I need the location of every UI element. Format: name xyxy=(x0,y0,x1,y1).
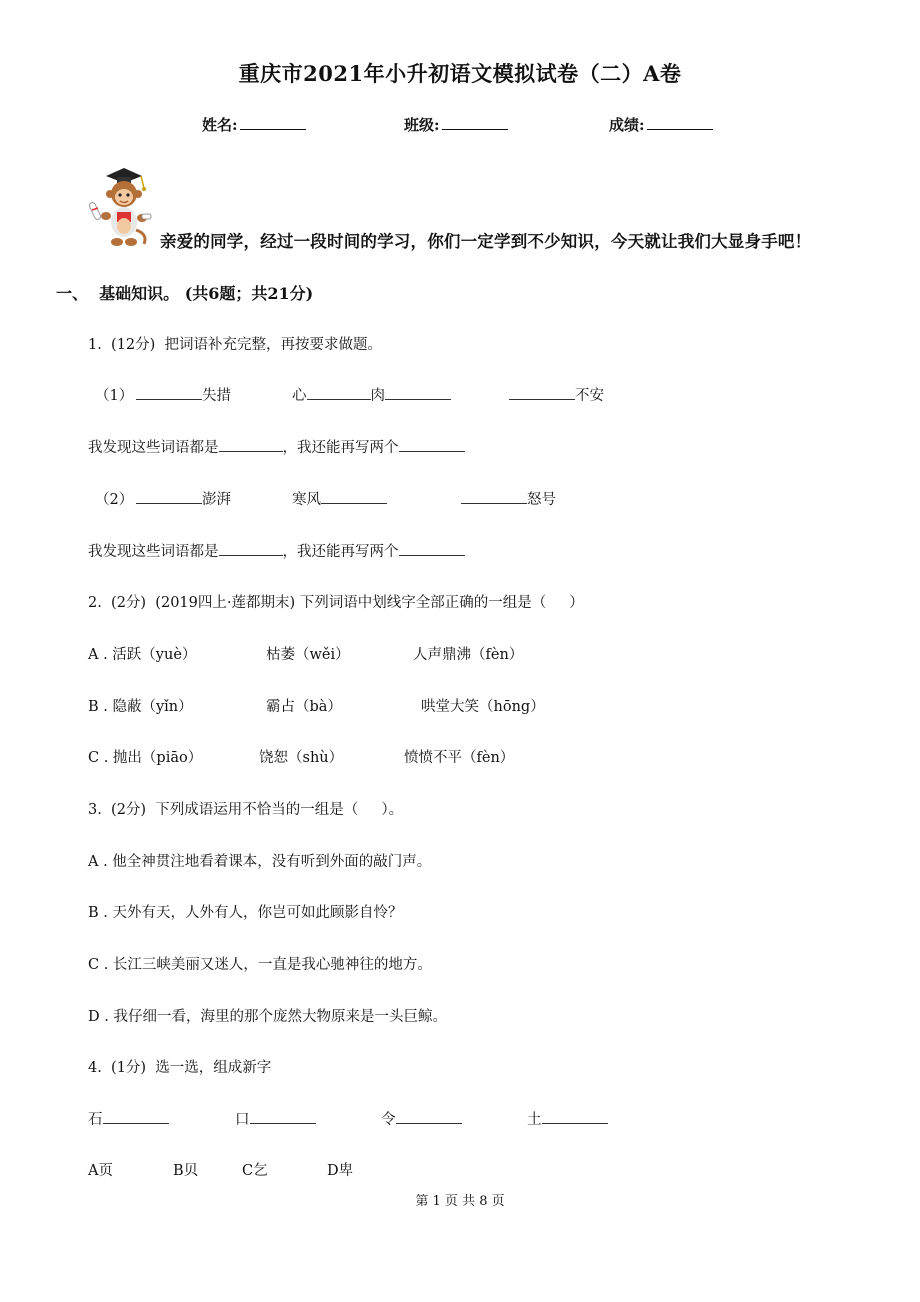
q1-stem: 1. (12分) 把词语补充完整，再按要求做题。 xyxy=(88,337,383,353)
score-label: 成绩: xyxy=(609,116,645,134)
q1-find2: 我发现这些词语都是 ，我还能再写两个 xyxy=(88,540,465,561)
q2-option-c[interactable]: C . 抛出（piāo） xyxy=(88,750,203,766)
class-label: 班级: xyxy=(404,116,440,134)
blank[interactable] xyxy=(385,385,451,400)
q2-option-b-word2: 霸占（bà） xyxy=(266,699,342,715)
q2-option-a-word2: 枯萎（wěi） xyxy=(266,647,350,663)
class-blank[interactable] xyxy=(442,115,508,130)
q4-option-d[interactable]: D卑 xyxy=(327,1163,354,1179)
q1-part1-word1: 失措 xyxy=(136,384,231,405)
q1-part2-word3: 怒号 xyxy=(461,488,556,509)
blank[interactable] xyxy=(219,437,283,452)
name-label: 姓名: xyxy=(202,116,238,134)
q4-char-3: 令 xyxy=(381,1108,462,1129)
q1-part1-word2: 心 肉 xyxy=(292,384,451,405)
q2-stem: 2. (2分) (2019四上·莲都期末) 下列词语中划线字全部正确的一组是（ ） xyxy=(88,595,584,611)
q4-char-2: 口 xyxy=(235,1108,316,1129)
page-title: 重庆市2021年小升初语文模拟试卷（二）A卷 xyxy=(238,61,682,86)
q4-option-c[interactable]: C乞 xyxy=(242,1163,268,1179)
section-heading: 一、 基础知识。 (共6题；共21分) xyxy=(56,284,314,303)
blank[interactable] xyxy=(542,1109,608,1124)
student-mascot-icon xyxy=(84,164,154,248)
q4-stem: 4. (1分) 选一选，组成新字 xyxy=(88,1060,272,1076)
q3-option-c[interactable]: C . 长江三峡美丽又迷人，一直是我心驰神往的地方。 xyxy=(88,957,432,973)
score-field[interactable] xyxy=(609,114,713,135)
q2-option-b-word3: 哄堂大笑（hōng） xyxy=(421,699,545,715)
blank[interactable] xyxy=(307,385,371,400)
q3-option-a[interactable]: A . 他全神贯注地看着课本，没有听到外面的敲门声。 xyxy=(88,854,432,870)
blank[interactable] xyxy=(250,1109,316,1124)
q3-stem: 3. (2分) 下列成语运用不恰当的一组是（ ）。 xyxy=(88,802,404,818)
q3-option-b[interactable]: B . 天外有天，人外有人，你岂可如此顾影自怜？ xyxy=(88,905,403,921)
q4-char-1: 石 xyxy=(88,1108,169,1129)
blank[interactable] xyxy=(399,541,465,556)
blank[interactable] xyxy=(219,541,283,556)
q3-option-d[interactable]: D . 我仔细一看，海里的那个庞然大物原来是一头巨鲸。 xyxy=(88,1009,447,1025)
q2-option-c-word3: 愤愤不平（fèn） xyxy=(404,750,515,766)
q2-option-c-word2: 饶恕（shù） xyxy=(259,750,344,766)
q4-char-4: 土 xyxy=(527,1108,608,1129)
score-blank[interactable] xyxy=(647,115,713,130)
blank[interactable] xyxy=(461,489,527,504)
name-field[interactable] xyxy=(202,114,306,135)
q4-option-a[interactable]: A页 xyxy=(88,1163,113,1179)
q1-find1: 我发现这些词语都是 ，我还能再写两个 xyxy=(88,436,465,457)
blank[interactable] xyxy=(136,385,202,400)
q1-part2-word1: 澎湃 xyxy=(136,488,231,509)
q2-option-a[interactable]: A . 活跃（yuè） xyxy=(88,647,197,663)
blank[interactable] xyxy=(321,489,387,504)
q1-part2-word2: 寒风 xyxy=(292,488,387,509)
page-footer: 第 1 页 共 8 页 xyxy=(415,1194,505,1209)
name-blank[interactable] xyxy=(240,115,306,130)
blank[interactable] xyxy=(399,437,465,452)
q1-part2-number: （2） xyxy=(95,492,134,508)
blank[interactable] xyxy=(103,1109,169,1124)
class-field[interactable] xyxy=(404,114,508,135)
blank[interactable] xyxy=(136,489,202,504)
q2-option-a-word3: 人声鼎沸（fèn） xyxy=(413,647,524,663)
blank[interactable] xyxy=(509,385,575,400)
q4-option-b[interactable]: B贝 xyxy=(173,1163,199,1179)
q1-part1-number: （1） xyxy=(95,388,134,404)
greeting-text: 亲爱的同学，经过一段时间的学习，你们一定学到不少知识，今天就让我们大显身手吧！ xyxy=(160,232,812,251)
blank[interactable] xyxy=(396,1109,462,1124)
q1-part1-word3: 不安 xyxy=(509,384,604,405)
q2-option-b[interactable]: B . 隐蔽（yǐn） xyxy=(88,699,193,715)
